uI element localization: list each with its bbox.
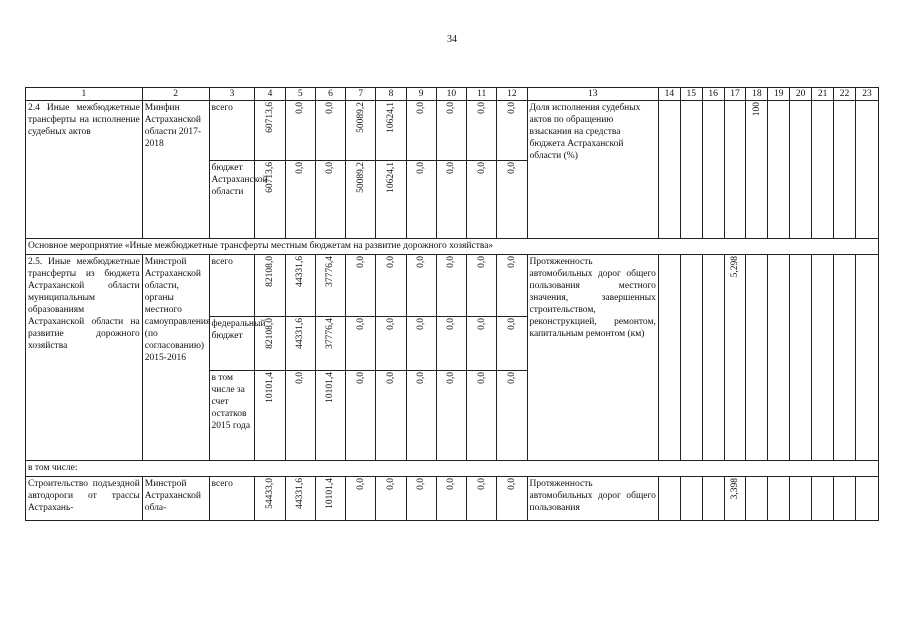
amount-cell: 60713,6	[265, 162, 275, 193]
amount-cell: 0,0	[355, 372, 366, 384]
column-number: 15	[680, 88, 702, 101]
indicator-value: 5,298	[730, 256, 740, 278]
amount-cell: 0,0	[506, 102, 517, 114]
measure-executor: Минфин Астраханской области 2017-2018	[142, 101, 209, 239]
amount-cell: 0,0	[446, 372, 457, 384]
amount-cell: 37776,4	[325, 318, 336, 349]
column-number: 11	[467, 88, 497, 101]
column-number: 3	[209, 88, 255, 101]
amount-cell: 0,0	[295, 102, 306, 114]
amount-cell: 0,0	[325, 162, 336, 174]
column-number: 10	[436, 88, 466, 101]
page-number: 34	[447, 34, 457, 45]
column-number: 18	[746, 88, 768, 101]
measure-name: 2.4 Иные межбюджетные трансферты на исполнение судебных актов	[26, 101, 143, 239]
column-number: 14	[658, 88, 680, 101]
column-number: 23	[855, 88, 878, 101]
including-label: в том числе:	[26, 461, 879, 477]
amount-cell: 50089,2	[355, 102, 366, 133]
column-number: 13	[527, 88, 658, 101]
amount-cell: 0,0	[476, 318, 487, 330]
funding-source: бюджет Астраханской области	[209, 161, 255, 239]
amount-cell: 0,0	[385, 318, 396, 330]
measure-executor: Минстрой Астраханской области, органы местного самоуправления (по согласованию) 2015-2016	[142, 255, 209, 461]
amount-cell: 0,0	[355, 256, 366, 268]
amount-cell: 0,0	[446, 162, 457, 174]
amount-cell: 60713,6	[265, 102, 275, 133]
amount-cell: 37776,4	[325, 256, 336, 287]
column-number: 20	[790, 88, 812, 101]
indicator-text: Протяженность автомобильных дорог общего пользования	[527, 477, 658, 521]
amount-cell: 50089,2	[355, 162, 366, 193]
amount-cell: 0,0	[506, 318, 517, 330]
amount-cell: 0,0	[416, 372, 427, 384]
amount-cell: 0,0	[385, 478, 396, 490]
amount-cell: 10101,4	[325, 372, 336, 403]
amount-cell: 0,0	[355, 478, 366, 490]
amount-cell: 10624,1	[385, 102, 396, 133]
column-number: 7	[346, 88, 376, 101]
column-number: 21	[812, 88, 834, 101]
column-number: 6	[315, 88, 345, 101]
measure-executor: Минстрой Астраханской обла-	[142, 477, 209, 521]
column-number: 8	[376, 88, 406, 101]
table-row	[26, 101, 879, 161]
amount-cell: 0,0	[476, 478, 487, 490]
indicator-text: Доля исполнения судебных актов по обращению взыскания на средства бюджета Астраханской области (%)	[527, 101, 658, 239]
amount-cell: 0,0	[416, 318, 427, 330]
table-row	[26, 477, 879, 521]
amount-cell: 0,0	[506, 162, 517, 174]
section-title: Основное мероприятие «Иные межбюджетные трансферты местным бюджетам на развитие дорожного хозяйства»	[26, 239, 879, 255]
amount-cell: 0,0	[446, 318, 457, 330]
column-number: 1	[26, 88, 143, 101]
amount-cell: 0,0	[416, 478, 427, 490]
column-number: 16	[702, 88, 724, 101]
table-row	[26, 461, 879, 477]
amount-cell: 0,0	[416, 256, 427, 268]
indicator-text: Протяженность автомобильных дорог общего пользования местного значения, завершенных строительством, реконструкцией, ремонтом, капитальным ремонтом (км)	[527, 255, 658, 461]
amount-cell: 10101,4	[325, 478, 336, 509]
amount-cell: 10101,4	[265, 372, 275, 403]
measure-name: Строительство подъездной автодороги от трассы Астрахань-	[26, 477, 143, 521]
amount-cell: 44331,6	[295, 318, 306, 349]
amount-cell: 0,0	[506, 372, 517, 384]
column-number: 12	[497, 88, 527, 101]
amount-cell: 0,0	[476, 256, 487, 268]
indicator-value: 100	[751, 102, 762, 117]
amount-cell: 0,0	[295, 372, 306, 384]
funding-source: всего	[209, 101, 255, 161]
amount-cell: 0,0	[446, 102, 457, 114]
table-row	[26, 255, 879, 317]
amount-cell: 0,0	[446, 256, 457, 268]
amount-cell: 82108,0	[265, 318, 275, 349]
amount-cell: 82108,0	[265, 256, 275, 287]
amount-cell: 0,0	[325, 102, 336, 114]
budget-table	[25, 87, 879, 521]
column-number: 9	[406, 88, 436, 101]
amount-cell: 0,0	[416, 162, 427, 174]
column-number: 17	[724, 88, 746, 101]
amount-cell: 0,0	[385, 372, 396, 384]
amount-cell: 0,0	[385, 256, 396, 268]
funding-source: всего	[209, 255, 255, 317]
funding-source: федеральный бюджет	[209, 317, 255, 371]
column-number: 4	[255, 88, 285, 101]
column-number: 22	[834, 88, 856, 101]
indicator-value: 3,398	[730, 478, 740, 500]
funding-source: в том числе за счет остатков 2015 года	[209, 371, 255, 461]
column-number: 19	[768, 88, 790, 101]
amount-cell: 0,0	[476, 372, 487, 384]
amount-cell: 0,0	[416, 102, 427, 114]
funding-source: всего	[209, 477, 255, 521]
amount-cell: 44331,6	[295, 478, 306, 509]
amount-cell: 0,0	[476, 162, 487, 174]
amount-cell: 54433,0	[265, 478, 275, 509]
column-number: 5	[285, 88, 315, 101]
column-number: 2	[142, 88, 209, 101]
table-row	[26, 239, 879, 255]
amount-cell: 0,0	[506, 256, 517, 268]
amount-cell: 0,0	[506, 478, 517, 490]
measure-name: 2.5. Иные межбюджетные трансферты из бюджета Астраханской области муниципальным образованиям Астраханской области на развитие дорожного хозяйства	[26, 255, 143, 461]
amount-cell: 44331,6	[295, 256, 306, 287]
amount-cell: 0,0	[355, 318, 366, 330]
amount-cell: 0,0	[295, 162, 306, 174]
amount-cell: 0,0	[446, 478, 457, 490]
column-number-row	[26, 88, 879, 101]
amount-cell: 10624,1	[385, 162, 396, 193]
amount-cell: 0,0	[476, 102, 487, 114]
